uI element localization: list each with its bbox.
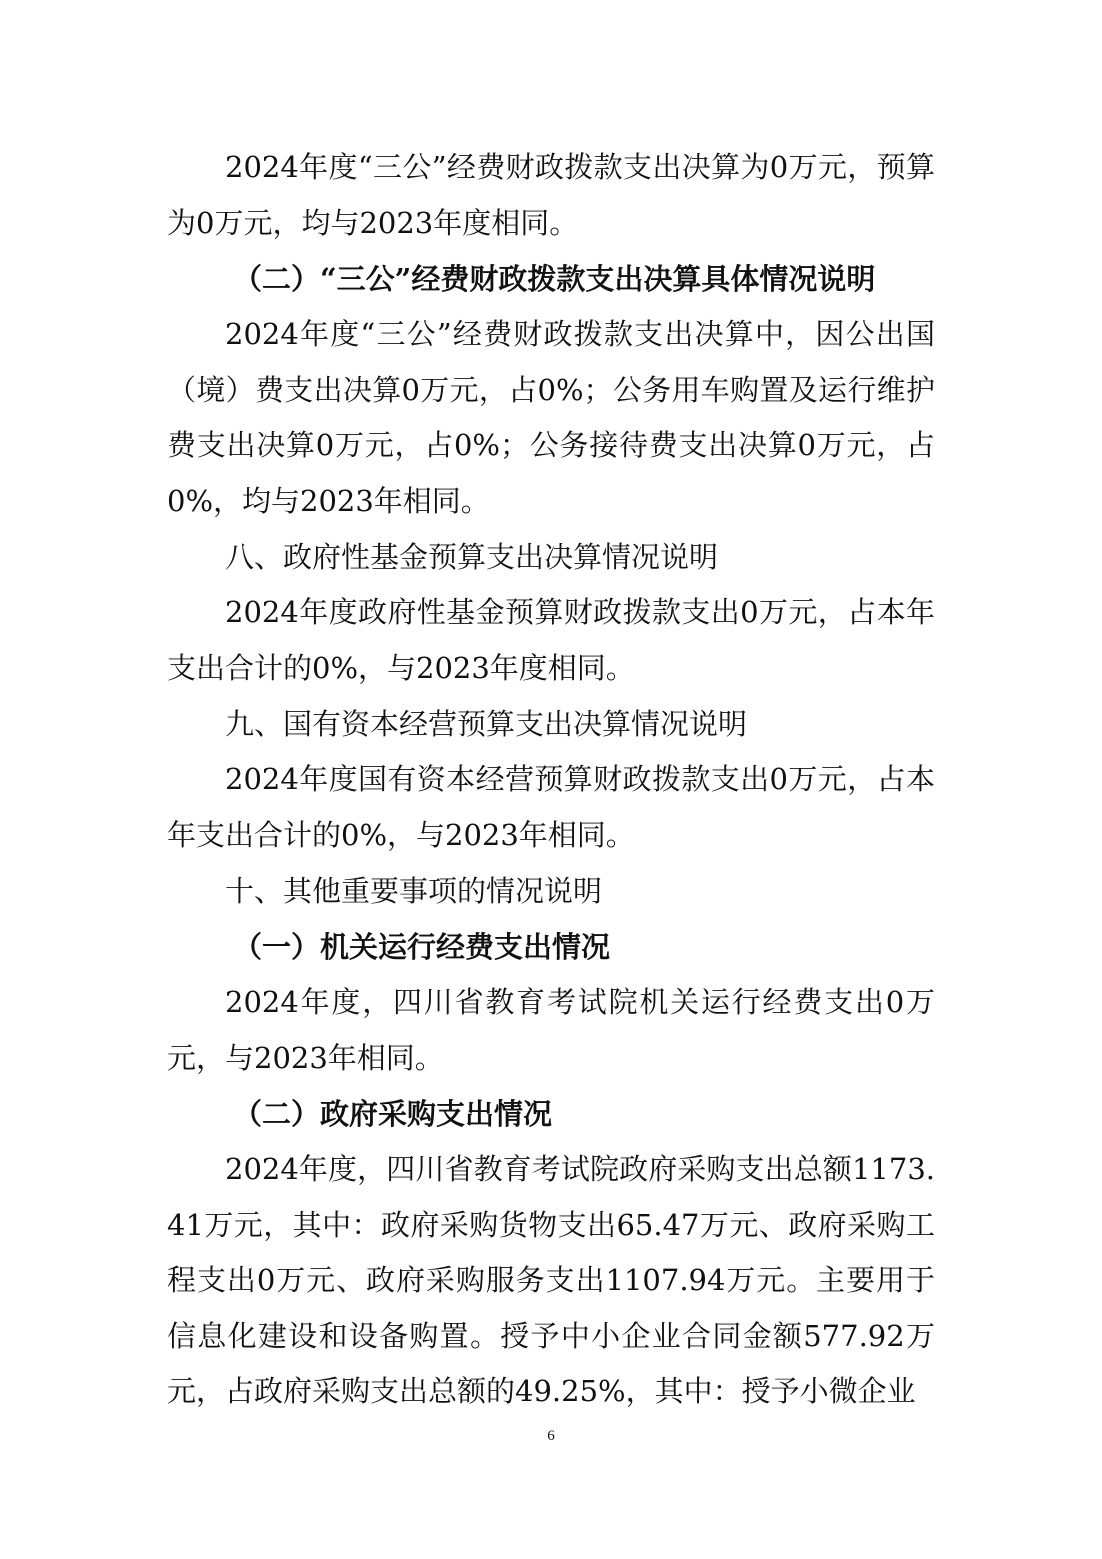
subheading-sangong-detail: （二）“三公”经费财政拨款支出决算具体情况说明 (233, 262, 876, 296)
paragraph-sangong-summary: 2024年度“三公”经费财政拨款支出决算为0万元，预算为0万元，均与2023年度相同。 (167, 150, 935, 240)
paragraph-procurement: 2024年度，四川省教育考试院政府采购支出总额1173.41万元，其中：政府采购货物支出65.47万元、政府采购工程支出0万元、政府采购服务支出1107.94万元。主要用于信息化建设和设备购置。授予中小企业合同金额577.92万元，占政府采购支出总额的49.25%，其中：授予小微企业 (167, 1152, 935, 1408)
paragraph-sangong-detail: 2024年度“三公”经费财政拨款支出决算中，因公出国（境）费支出决算0万元，占0%；公务用车购置及运行维护费支出决算0万元，占0%；公务接待费支出决算0万元，占0%，均与2023年相同。 (167, 317, 935, 518)
paragraph-state-capital: 2024年度国有资本经营预算财政拨款支出0万元，占本年支出合计的0%，与2023年相同。 (167, 762, 935, 852)
document-body (167, 140, 935, 1420)
heading-government-fund: 八、政府性基金预算支出决算情况说明 (225, 540, 719, 574)
heading-other-matters: 十、其他重要事项的情况说明 (225, 874, 603, 908)
heading-state-capital: 九、国有资本经营预算支出决算情况说明 (225, 707, 748, 741)
subheading-operating-expenses: （一）机关运行经费支出情况 (233, 930, 611, 964)
paragraph-government-fund: 2024年度政府性基金预算财政拨款支出0万元，占本年支出合计的0%，与2023年度相同。 (167, 595, 935, 685)
subheading-procurement: （二）政府采购支出情况 (233, 1097, 553, 1131)
paragraph-operating-expenses: 2024年度，四川省教育考试院机关运行经费支出0万元，与2023年相同。 (167, 985, 935, 1075)
page-number: 6 (547, 1428, 555, 1444)
